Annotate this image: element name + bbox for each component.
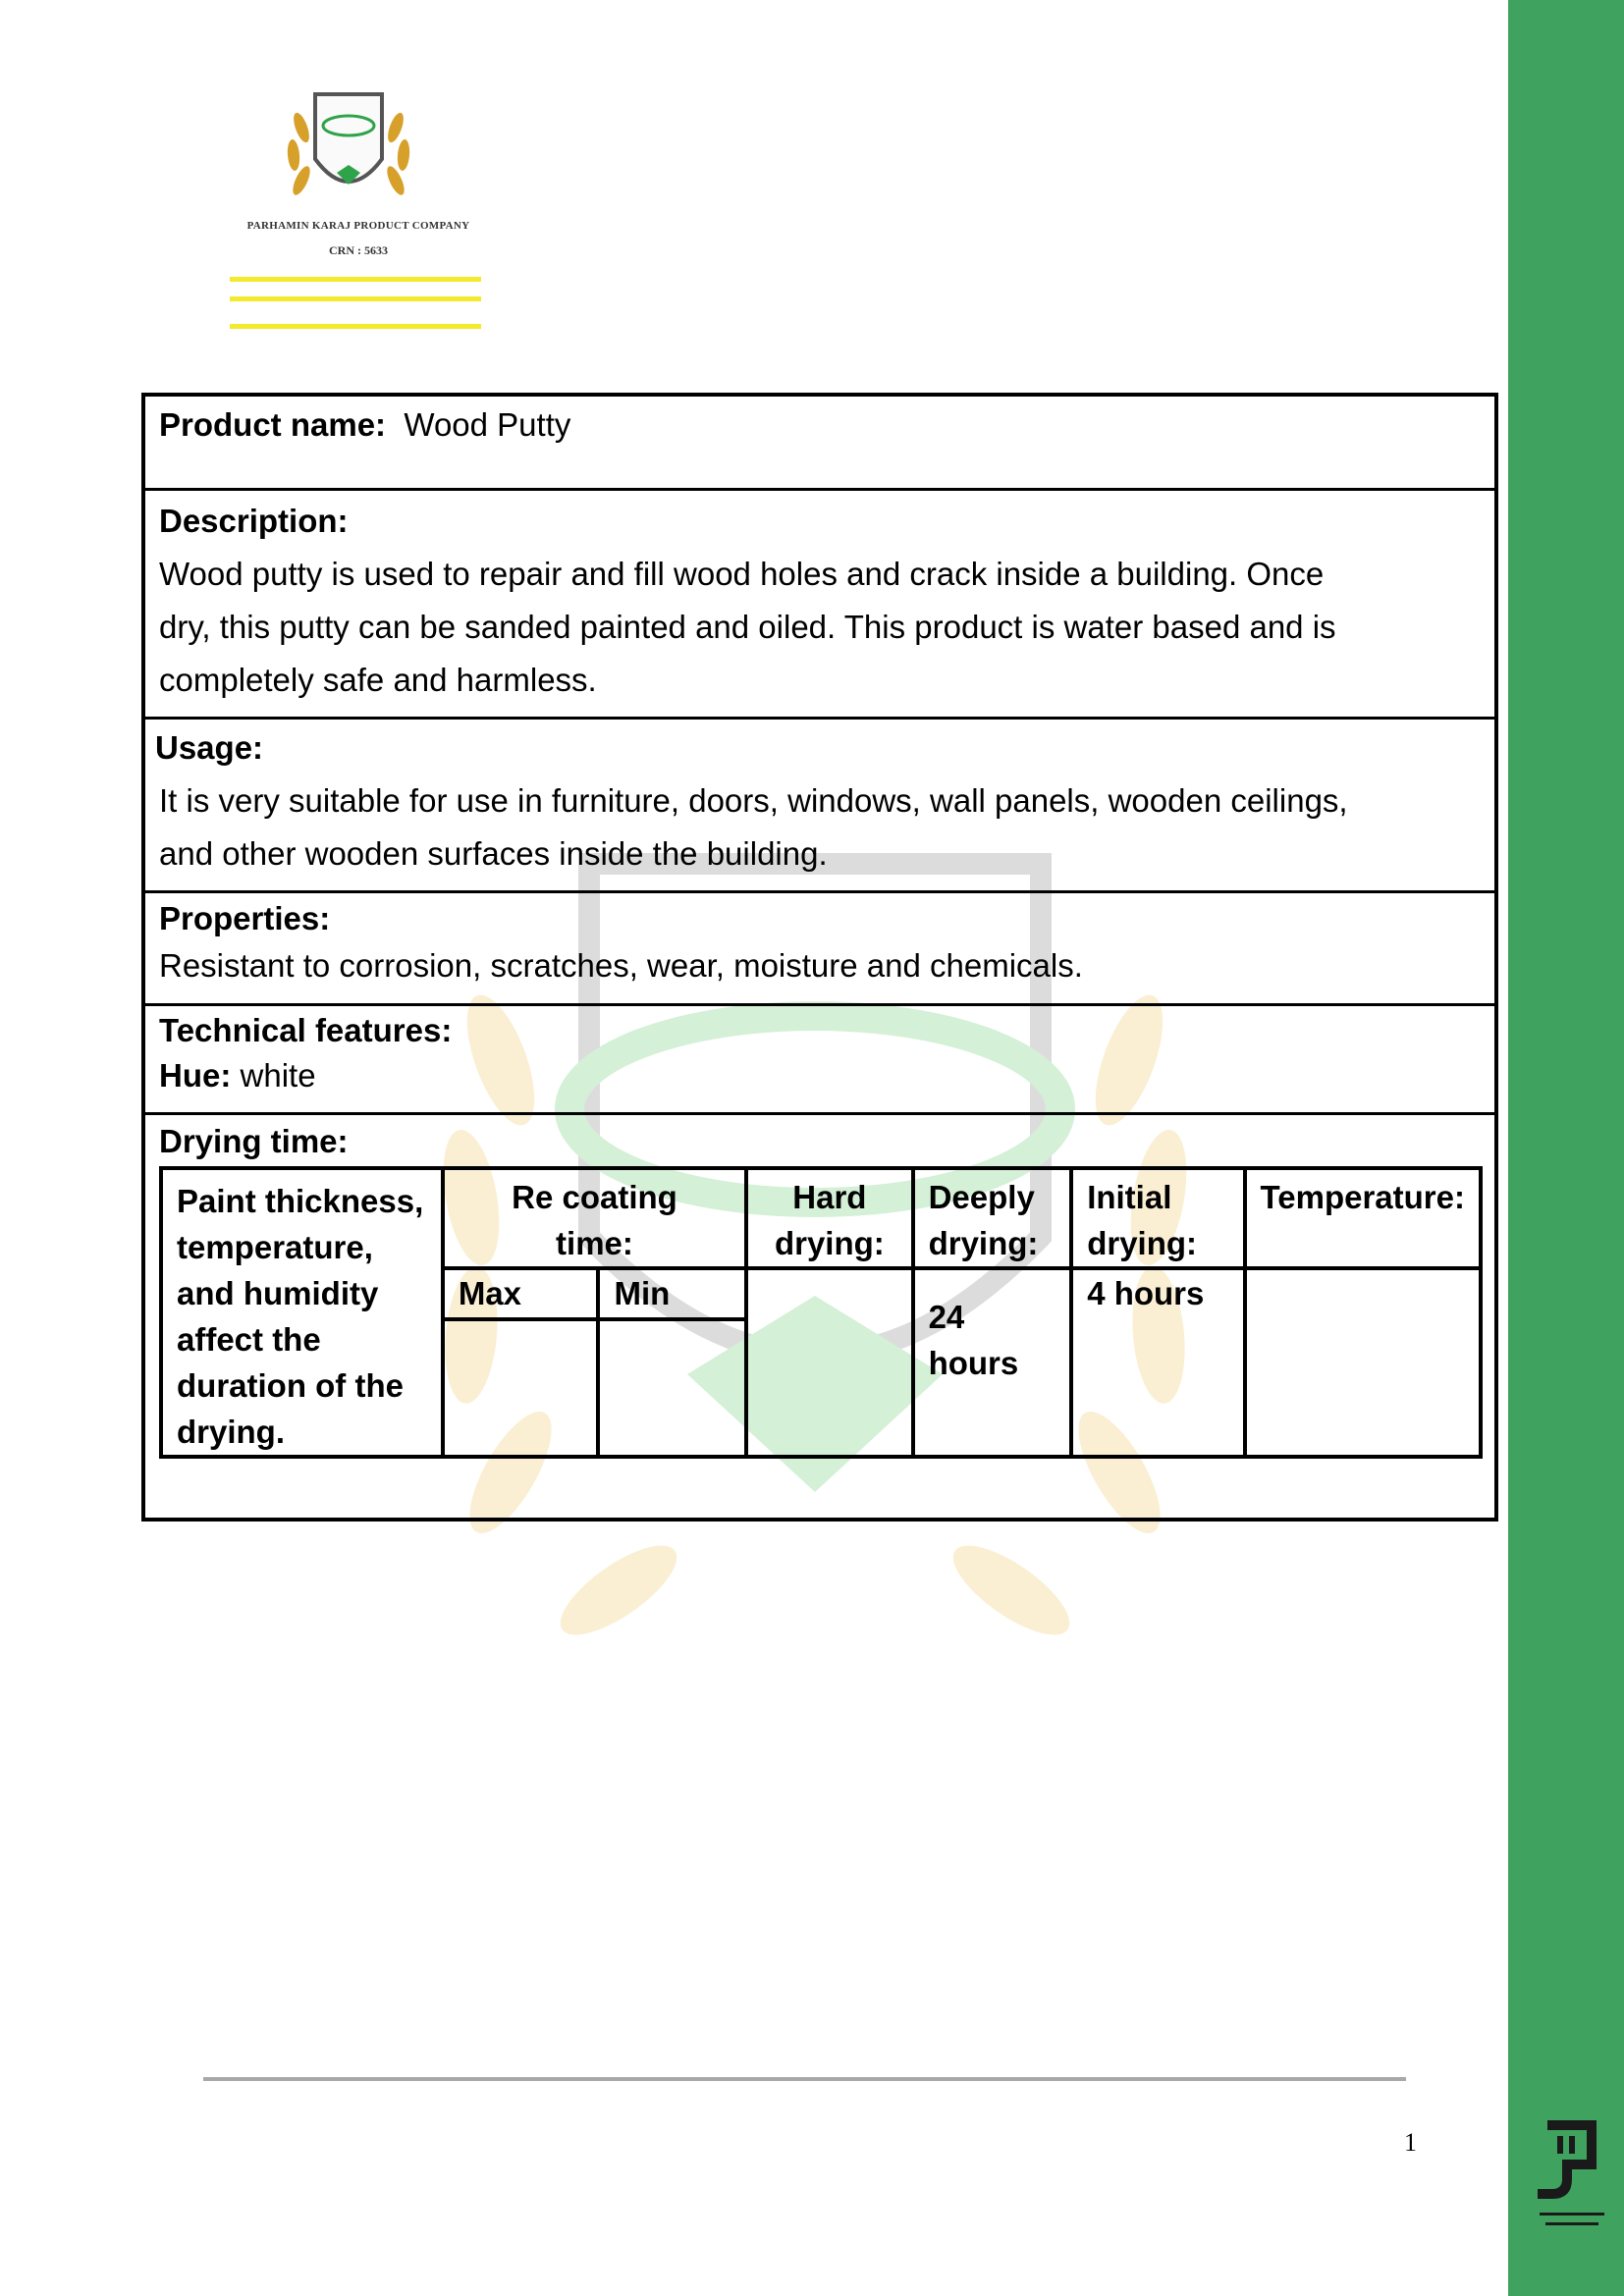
product-name-value: Wood Putty: [404, 406, 571, 443]
deeply-drying-header: [913, 1168, 1072, 1268]
deeply-drying-line: drying:: [928, 1225, 1039, 1261]
hard-drying-line: drying:: [774, 1225, 885, 1261]
drying-note-line: temperature,: [177, 1229, 373, 1265]
usage-line: and other wooden surfaces inside the building.: [159, 835, 828, 872]
deeply-drying-value-line: hours: [928, 1345, 1019, 1381]
temperature-label: Temperature:: [1260, 1179, 1465, 1215]
description-label: Description:: [159, 503, 349, 539]
logo-crn: CRN : 5633: [329, 243, 388, 257]
drying-time-section: [145, 1115, 1494, 1518]
recoat-time-line: Re coating: [512, 1179, 677, 1215]
side-color-bar: [1508, 0, 1624, 2296]
logo-company-name: PARHAMIN KARAJ PRODUCT COMPANY: [246, 220, 470, 232]
logo-line: [230, 296, 481, 301]
hard-drying-line: Hard: [792, 1179, 867, 1215]
temperature-value: [1245, 1268, 1481, 1457]
properties-section: [145, 893, 1494, 1006]
recoat-max-header: Max: [443, 1268, 599, 1319]
drying-note-line: and humidity: [177, 1275, 379, 1311]
usage-label: Usage:: [155, 729, 264, 766]
drying-note-line: Paint thickness,: [177, 1183, 424, 1219]
hue-value: white: [240, 1057, 316, 1094]
drying-note-line: drying.: [177, 1414, 286, 1450]
logo-line: [230, 324, 481, 329]
recoat-time-line: time:: [556, 1225, 633, 1261]
farzam-logo-icon: [280, 79, 417, 216]
company-logo: [226, 79, 491, 344]
drying-note-line: duration of the: [177, 1367, 404, 1404]
description-line: dry, this putty can be sanded painted and oiled. This product is water based and is: [159, 609, 1336, 645]
recoat-min-header: Min: [598, 1268, 746, 1319]
hue-label: Hue:: [159, 1057, 232, 1094]
recoat-time-header: [443, 1168, 746, 1268]
usage-line: It is very suitable for use in furniture, doors, windows, wall panels, wooden ceilings,: [159, 782, 1348, 819]
properties-label: Properties:: [159, 900, 331, 936]
deeply-drying-value: [913, 1268, 1072, 1457]
deeply-drying-line: Deeply: [928, 1179, 1035, 1215]
drying-note-line: affect the: [177, 1321, 321, 1358]
technical-features-section: [145, 1006, 1494, 1115]
initial-drying-value: [1071, 1268, 1244, 1457]
footer-divider: [203, 2077, 1406, 2081]
product-name-label: Product name:: [159, 406, 387, 443]
logo-line: [230, 277, 481, 282]
technical-features-label: Technical features:: [159, 1012, 453, 1048]
usage-section: [145, 720, 1494, 893]
initial-drying-header: [1071, 1168, 1244, 1268]
hue-row: [159, 1053, 1481, 1098]
initial-drying-value-text: 4 hours: [1087, 1275, 1205, 1311]
properties-text: Resistant to corrosion, scratches, wear, moisture and chemicals.: [159, 947, 1083, 984]
description-line: Wood putty is used to repair and fill wood holes and crack inside a building. Once: [159, 556, 1325, 592]
product-name-section: [145, 397, 1494, 491]
initial-drying-line: Initial: [1087, 1179, 1172, 1215]
hard-drying-header: [746, 1168, 912, 1268]
description-line: completely safe and harmless.: [159, 662, 597, 698]
drying-time-table: [159, 1166, 1483, 1459]
iran-standard-mark-icon: [1528, 2110, 1616, 2238]
initial-drying-line: drying:: [1087, 1225, 1198, 1261]
drying-time-label: Drying time:: [159, 1123, 349, 1159]
recoat-min-value: [598, 1319, 746, 1457]
hard-drying-value: [746, 1268, 912, 1457]
recoat-max-value: [443, 1319, 599, 1457]
product-datasheet-table: [141, 393, 1498, 1522]
deeply-drying-value-line: 24: [928, 1299, 965, 1335]
temperature-header: [1245, 1168, 1481, 1268]
page-number: 1: [1404, 2128, 1417, 2157]
drying-note-cell: [161, 1168, 443, 1457]
description-section: [145, 491, 1494, 720]
